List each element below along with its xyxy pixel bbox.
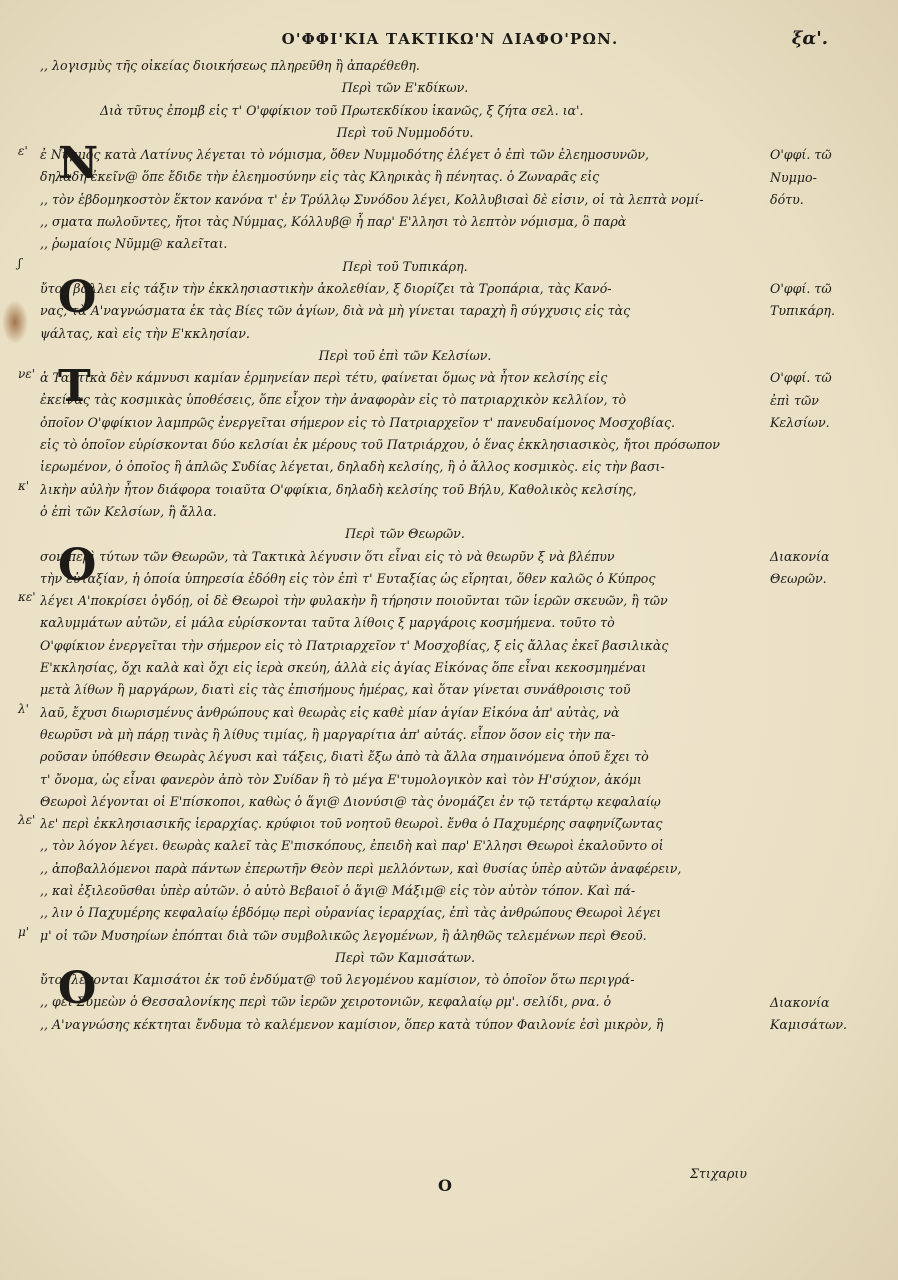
drop-capital: N xyxy=(58,138,99,190)
section-heading: Περὶ τῶν Καμισάτων. xyxy=(334,949,475,965)
margin-note: δότυ. xyxy=(770,191,804,207)
left-margin-mark: νε' xyxy=(18,367,36,382)
text-line: λέγει Α'ποκρίσει ὀγδόῃ, οἱ δὲ Θεωροὶ τὴν φυλακὴν ἢ τήρησιν ποιοῦνται τῶν ἱερῶν σκευῶν, ἢ τῶν xyxy=(40,593,668,609)
section-heading: Περὶ τοῦ Τυπικάρη. xyxy=(342,258,468,274)
text-line: τὴν εὐταξίαν, ἡ ὁποία ὑπηρεσία ἐδόθη εἰς τὸν ἐπὶ τ' Ευταξίας ὡς εἴρηται, ὅθεν καλῶς ὁ Κύπρος xyxy=(40,570,656,586)
text-line: ,, σματα πωλοῦντες, ἤτοι τὰς Νύμμας, Κόλλυβ@ ἦ παρ' Ε'λλησι τὸ λεπτὸν νόμισμα, ὃ παρὰ xyxy=(40,214,627,230)
text-line: ,, τὸν ἑβδομηκοστὸν ἕκτον κανόνα τ' ἐν Τρύλλῳ Συνόδου λέγει, Κολλυβισαὶ δὲ εἰσιν, οἱ τὰ λεπτὰ νομί- xyxy=(40,191,704,207)
running-head: Ο'ΦΦΙ'ΚΙΑ ΤΑΚΤΙΚΩ'Ν ΔΙΑΦΟ'ΡΩΝ. xyxy=(281,30,619,48)
drop-capital: O xyxy=(58,963,97,1015)
text-line: ψάλτας, καὶ εἰς τὴν Ε'κκλησίαν. xyxy=(40,325,250,341)
text-line: μ' οἱ τῶν Μυσηρίων ἐπόπται διὰ τῶν συμβολικῶς λεγομένων, ἢ ἀληθῶς τελεμένων περὶ Θεοῦ. xyxy=(40,927,647,943)
text-line: τ' ὄνομα, ὡς εἶναι φανερὸν ἀπὸ τὸν Συίδαν ἢ τὸ μέγα Ε'τυμολογικὸν καὶ τὸν Η'σύχιον, ἀκόμι xyxy=(40,771,642,787)
text-line: ὔτος βάλλει εἰς τάξιν τὴν ἐκκλησιαστικὴν ἀκολεθίαν, ξ διορίζει τὰ Τροπάρια, τὰς Κανό- O xyxy=(40,271,612,323)
margin-note: Διακονία xyxy=(770,548,830,564)
catchword: Στιχαριυ xyxy=(690,1166,747,1181)
margin-note: Καμισάτων. xyxy=(770,1016,848,1032)
drop-capital: T xyxy=(58,361,91,413)
text-line: δηλαδὴ ἐκεῖν@ ὅπε ἔδιδε τὴν ἐλεημοσύνην εἰς τὰς Κληρικὰς ἢ πένητας. ὁ Ζωναρᾶς εἰς xyxy=(40,169,600,185)
text-line: εἰς τὸ ὁποῖον εὑρίσκονται δύο κελσίαι ἐκ μέρους τοῦ Πατριάρχου, ὁ ἕνας ἐκκλησιασικὸς, ἤτοι πρόσωπον xyxy=(40,437,720,453)
margin-note: Τυπικάρη. xyxy=(770,303,835,319)
margin-note: Θεωρῶν. xyxy=(770,570,827,586)
section-heading: Περὶ τοῦ ἐπὶ τῶν Κελσίων. xyxy=(318,347,492,363)
text-line: λικὴν αὐλὴν ἦτον διάφορα τοιαῦτα Ο'φφίκια, δηλαδὴ κελσίης τοῦ Βήλυ, Καθολικὸς κελσίης, xyxy=(40,481,637,497)
main-text-block xyxy=(40,55,770,1036)
margin-note: Κελσίων. xyxy=(770,414,830,430)
signature-mark: O xyxy=(438,1176,452,1195)
section-heading: Περὶ τῶν Ε'κδίκων. xyxy=(341,80,469,96)
text-line: Ο'φφίκιον ἐνεργεῖται τὴν σήμερον εἰς τὸ Πατριαρχεῖον τ' Μοσχοβίας, ξ εἰς ἄλλας ἐκεῖ βασιλικὰς xyxy=(40,637,669,653)
text-line: ,, ἀποβαλλόμενοι παρὰ πάντων ἐπερωτῆν Θεὸν περὶ μελλόντων, καὶ θυσίας ὑπὲρ αὐτῶν ἀναφέρειν, xyxy=(40,860,682,876)
drop-capital: O xyxy=(58,539,97,591)
text-line: λαῦ, ἔχυσι διωρισμένυς ἀνθρώπους καὶ θεωρὰς εἰς καθὲ μίαν ἁγίαν Εἰκόνα ἀπ' αὐτὰς, νὰ xyxy=(40,704,620,720)
text-line: ὁποῖον Ο'φφίκιον λαμπρῶς ἐνεργεῖται σήμερον εἰς τὸ Πατριαρχεῖον τ' πανευδαίμονος Μοσχοβίας. xyxy=(40,414,676,430)
margin-note: Ο'φφί. τῶ xyxy=(770,370,832,386)
text-line: σον περὶ τύτων τῶν Θεωρῶν, τὰ Τακτικὰ λέγυσιν ὅτι εἶναι εἰς τὸ νὰ θεωρῦν ξ νὰ βλέπυν O xyxy=(40,539,615,591)
text-line: ὔτοι λέγονται Καμισάτοι ἐκ τοῦ ἐνδύματ@ τοῦ λεγομένου καμίσιον, τὸ ὁποῖον ὅτω περιγρά- O xyxy=(40,963,635,1015)
text-line: ,, τὸν λόγον λέγει. θεωρὰς καλεῖ τὰς Ε'πισκόπους, ἐπειδὴ καὶ παρ' Ε'λλησι Θεωροὶ ἐκαλοῦντο οἱ xyxy=(40,838,664,854)
section-heading: Περὶ τῶν Θεωρῶν. xyxy=(345,526,465,542)
text-line: ἐ Νυμμος κατὰ Λατίνυς λέγεται τὸ νόμισμα, ὅθεν Νυμμοδότης ἐλέγετ ὁ ἐπὶ τῶν ἐλεημοσυνῶν, N xyxy=(40,138,649,190)
text-line: ,, λογισμὺς τῆς οἰκείας διοικήσεως πληρεῦθη ἢ ἀπαρέθεθη. xyxy=(40,58,420,73)
text-line: ἐκείνας τὰς κοσμικὰς ὑποθέσεις, ὅπε εἶχον τὴν ἀναφορὰν εἰς τὸ πατριαρχικὸν κελλίον, τὸ xyxy=(40,392,627,408)
text-line: καλυμμάτων αὐτῶν, εἰ μάλα εὑρίσκονται ταῦτα λίθοις ξ μαργάροις κοσμήμενα. τοῦτο τὸ xyxy=(40,615,615,631)
text-line: μετὰ λίθων ἢ μαργάρων, διατὶ εἰς τὰς ἐπισήμους ἡμέρας, καὶ ὅταν γίνεται συνάθροισις τοῦ xyxy=(40,682,631,698)
margin-note: Νυμμο- xyxy=(770,169,817,185)
text-line: ἱερωμένον, ὁ ὁποῖος ἢ ἁπλῶς Συδίας λέγεται, δηλαδὴ κελσίης, ἢ ὁ ἄλλος κοσμικὸς. εἰς τὴν βασι- xyxy=(40,459,665,475)
left-margin-mark: λ' xyxy=(18,701,29,716)
margin-note: Ο'φφί. τῶ xyxy=(770,281,832,296)
text-line: Ε'κκλησίας, ὄχι καλὰ καὶ ὄχι εἰς ἱερὰ σκεύη, ἀλλὰ εἰς ἁγίας Εἰκόνας ὅπε εἶναι κεκοσμημέναι xyxy=(40,660,647,676)
margin-note: ἐπὶ τῶν xyxy=(770,392,819,408)
folio-number: ξα'. xyxy=(791,28,828,49)
text-line: Διὰ τῦτυς ἐπομβ̃ εἰς τ' Ο'φφίκιον τοῦ Πρωτεκδίκου ἱκανῶς, ξ ζήτα σελ. ια'. xyxy=(100,102,584,118)
text-line: ,, ῥωμαίοις Νῦμμ@ καλεῖται. xyxy=(40,236,228,252)
text-line: ,, λιν ὁ Παχυμέρης κεφαλαίῳ ἑβδόμῳ περὶ οὐρανίας ἱεραρχίας, ἐπὶ τὰς ἀνθρώπους Θεωροὶ λέγει xyxy=(40,905,662,921)
text-line: ,, Α'ναγνώσης κέκτηται ἔνδυμα τὸ καλέμενον καμίσιον, ὅπερ κατὰ τύπον Φαιλονίε ἐσὶ μικρὸν, ἢ xyxy=(40,1016,664,1032)
drop-capital: O xyxy=(58,271,97,323)
text-line: Θεωροὶ λέγονται οἱ Ε'πίσκοποι, καθὼς ὁ ἅγι@ Διονύσι@ τὰς ὀνομάζει ἐν τῷ τετάρτῳ κεφαλαίῳ xyxy=(40,793,661,809)
left-margin-mark: λε' xyxy=(18,813,36,828)
margin-note: Διακονία xyxy=(770,994,830,1010)
left-margin-mark: κ' xyxy=(18,478,30,493)
text-line: ἀ Τακτικὰ δὲν κάμνυσι καμίαν ἑρμηνείαν περὶ τέτυ, φαίνεται ὅμως νὰ ἦτον κελσίης εἰς T xyxy=(40,361,608,413)
text-line: ,, φει Συμεὼν ὁ Θεσσαλονίκης περὶ τῶν ἱερῶν χειροτονιῶν, κεφαλαίῳ ρμ'. σελίδι, ρνα. ὁ xyxy=(40,994,612,1010)
left-margin-mark: ε' xyxy=(18,144,28,159)
text-line: ὁ ἐπὶ τῶν Κελσίων, ἢ ἄλλα. xyxy=(40,503,217,519)
left-margin-mark: κε' xyxy=(18,590,36,605)
text-line: θεωρῦσι νὰ μὴ πάρῃ τινὰς ἢ λίθυς τιμίας, ἢ μαργαρίτια ἀπ' αὐτάς. εἶπον ὅσον εἰς τὴν πα- xyxy=(40,726,616,742)
page-stain xyxy=(2,300,28,344)
left-margin-mark: μ' xyxy=(18,924,30,939)
text-line: νας, τὰ Α'ναγνώσματα ἐκ τὰς Βίες τῶν ἁγίων, διὰ νὰ μὴ γίνεται ταραχὴ ἢ σύγχυσις εἰς τὰς xyxy=(40,303,631,319)
left-margin-mark: ʃ xyxy=(18,255,22,270)
margin-note: Ο'φφί. τῶ xyxy=(770,147,832,163)
text-line: λε' περὶ ἐκκλησιασικῆς ἱεραρχίας. κρύφιοι τοῦ νοητοῦ θεωροὶ. ἔνθα ὁ Παχυμέρης σαφηνίζωντας xyxy=(40,816,663,832)
text-line: ,, καὶ ἐξιλεοῦσθαι ὑπὲρ αὐτῶν. ὁ αὐτὸ Βεβαιοῖ ὁ ἅγι@ Μάξιμ@ εἰς τὸν αὐτὸν τόπον. Καὶ πά- xyxy=(40,882,636,898)
section-heading: Περὶ τοῦ Νυμμοδότυ. xyxy=(336,124,474,140)
text-line: ροῦσαν ὑπόθεσιν Θεωρὰς λέγυσι καὶ τάξεις, διατὶ ἔξω ἀπὸ τὰ ἄλλα σημαινόμενα ὁποῦ ἔχει τὸ xyxy=(40,749,649,765)
